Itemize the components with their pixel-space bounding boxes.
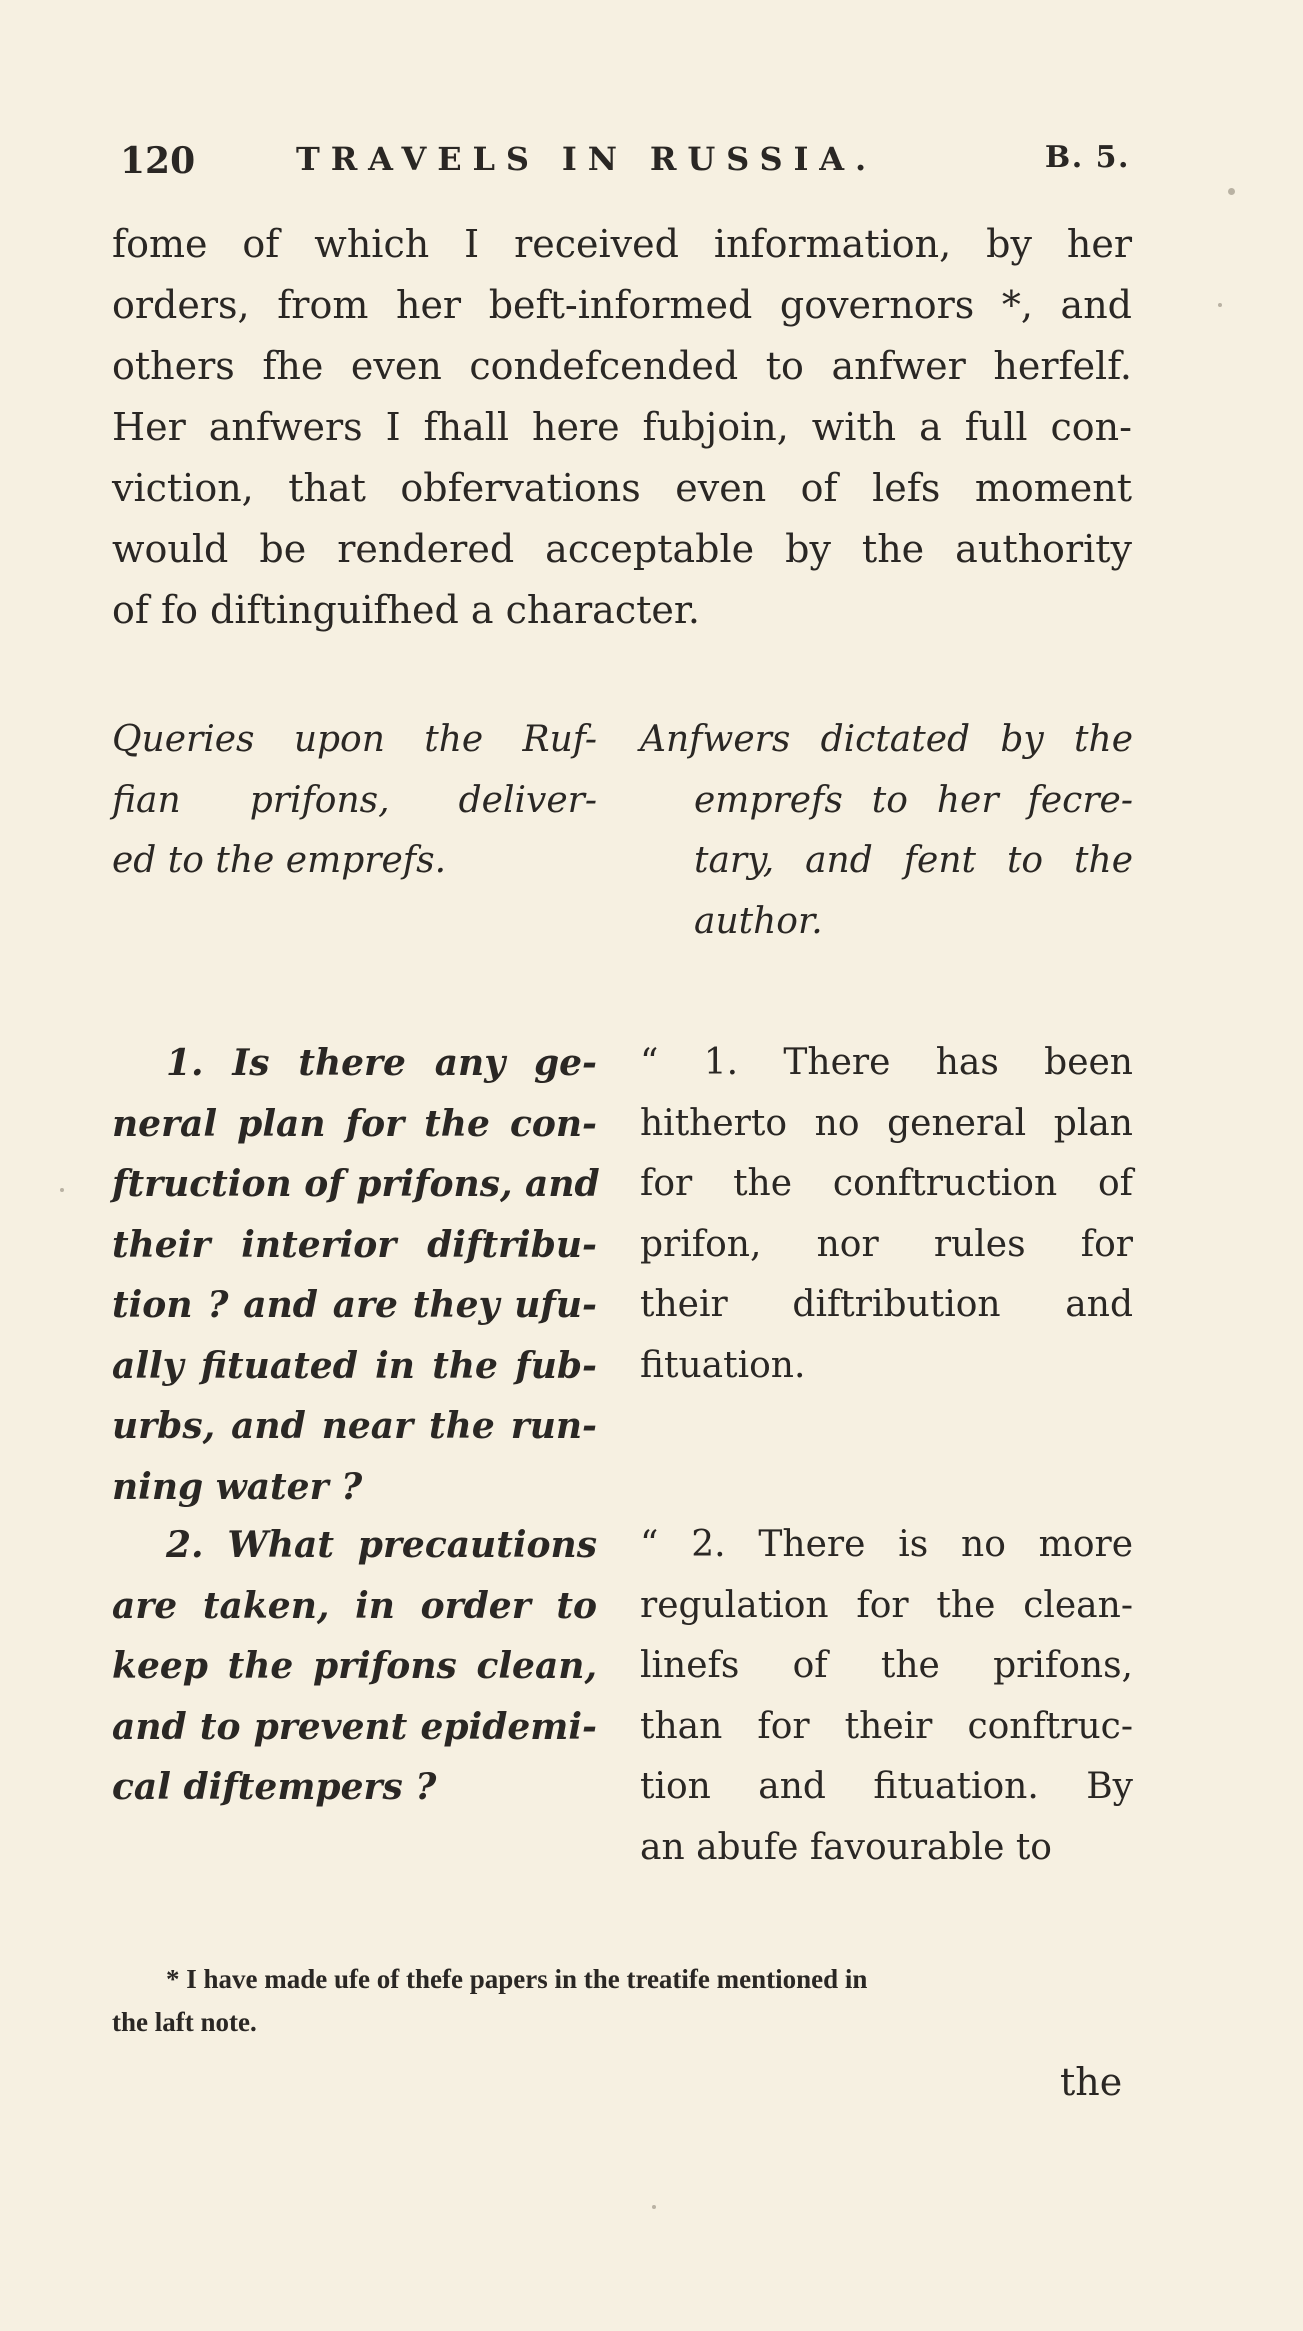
query-line: cal diftempers ? xyxy=(112,1766,437,1808)
query-line: ftruction of prifons, and xyxy=(112,1163,600,1205)
query-1 xyxy=(112,1033,600,1517)
query-line: their interior diftribu- xyxy=(112,1223,597,1266)
answer-line: regulation for the clean- xyxy=(640,1584,1133,1626)
answers-heading-line: author. xyxy=(694,900,823,942)
answers-heading-line: emprefs to her fecre- xyxy=(694,779,1133,821)
answers-heading-line: Anfwers dictated by the xyxy=(640,719,1133,760)
answer-1 xyxy=(640,1033,1133,1396)
queries-heading-line: ed to the emprefs. xyxy=(112,840,447,881)
paper-speck xyxy=(60,1188,64,1192)
query-line: 2. What precautions xyxy=(166,1524,597,1566)
query-line: tion ? and are they ufu- xyxy=(112,1284,597,1326)
answer-2 xyxy=(640,1515,1133,1878)
intro-line: others fhe even condefcended to anfwer herfelf. xyxy=(112,344,1132,388)
intro-line: would be rendered acceptable by the authority xyxy=(112,527,1132,571)
answer-line: tion and fituation. By xyxy=(640,1766,1133,1807)
footnote xyxy=(112,1958,1132,2044)
answer-line: an abufe favourable to xyxy=(640,1826,1052,1868)
section-marker: B. 5. xyxy=(1044,140,1130,175)
intro-line: fome of which I received information, by her xyxy=(112,222,1132,266)
query-line: and to prevent epidemi- xyxy=(112,1705,597,1748)
intro-line: of fo diftinguifhed a character. xyxy=(112,588,700,632)
answer-line: linefs of the prifons, xyxy=(640,1645,1133,1686)
paper-speck xyxy=(652,2205,656,2209)
intro-line: viction, that obfervations even of lefs moment xyxy=(112,466,1132,510)
answer-line: fituation. xyxy=(640,1344,806,1386)
query-line: 1. Is there any ge- xyxy=(166,1042,597,1084)
query-line: are taken, in order to xyxy=(112,1584,597,1627)
queries-heading-line: fian prifons, deliver- xyxy=(112,779,597,821)
intro-line: Her anfwers I fhall here fubjoin, with a full con- xyxy=(112,405,1132,449)
page-number: 120 xyxy=(120,140,196,182)
query-line: ning water ? xyxy=(112,1465,363,1508)
query-line: neral plan for the con- xyxy=(112,1102,597,1145)
answer-line: hitherto no general plan xyxy=(640,1102,1133,1144)
query-line: urbs, and near the run- xyxy=(112,1405,597,1447)
answer-line: “ 1. There has been xyxy=(640,1042,1133,1083)
catchword: the xyxy=(1060,2060,1123,2104)
answer-line: their diftribution and xyxy=(640,1284,1133,1325)
footnote-line: * I have made ufe of thefe papers in the treatife mentioned in xyxy=(166,1964,868,1994)
answer-line: “ 2. There is no more xyxy=(640,1524,1133,1565)
answer-line: than for their conftruc- xyxy=(640,1705,1133,1747)
footnote-line: the laft note. xyxy=(112,2007,257,2037)
queries-heading xyxy=(112,710,597,892)
query-2 xyxy=(112,1515,597,1818)
intro-paragraph xyxy=(112,214,1132,641)
answer-line: for the conftruction of xyxy=(640,1163,1133,1204)
running-title: TRAVELS IN RUSSIA. xyxy=(296,140,878,178)
paper-speck xyxy=(1228,188,1235,195)
answer-line: prifon, nor rules for xyxy=(640,1223,1133,1265)
paper-speck xyxy=(1218,303,1222,307)
queries-heading-line: Queries upon the Ruf- xyxy=(112,719,597,760)
answers-heading-line: tary, and fent to the xyxy=(694,840,1133,881)
intro-line: orders, from her beft-informed governors *, and xyxy=(112,283,1132,327)
query-line: ally fituated in the fub- xyxy=(112,1344,597,1387)
page-header xyxy=(120,140,1130,190)
answers-heading xyxy=(640,710,1133,952)
query-line: keep the prifons clean, xyxy=(112,1645,597,1687)
